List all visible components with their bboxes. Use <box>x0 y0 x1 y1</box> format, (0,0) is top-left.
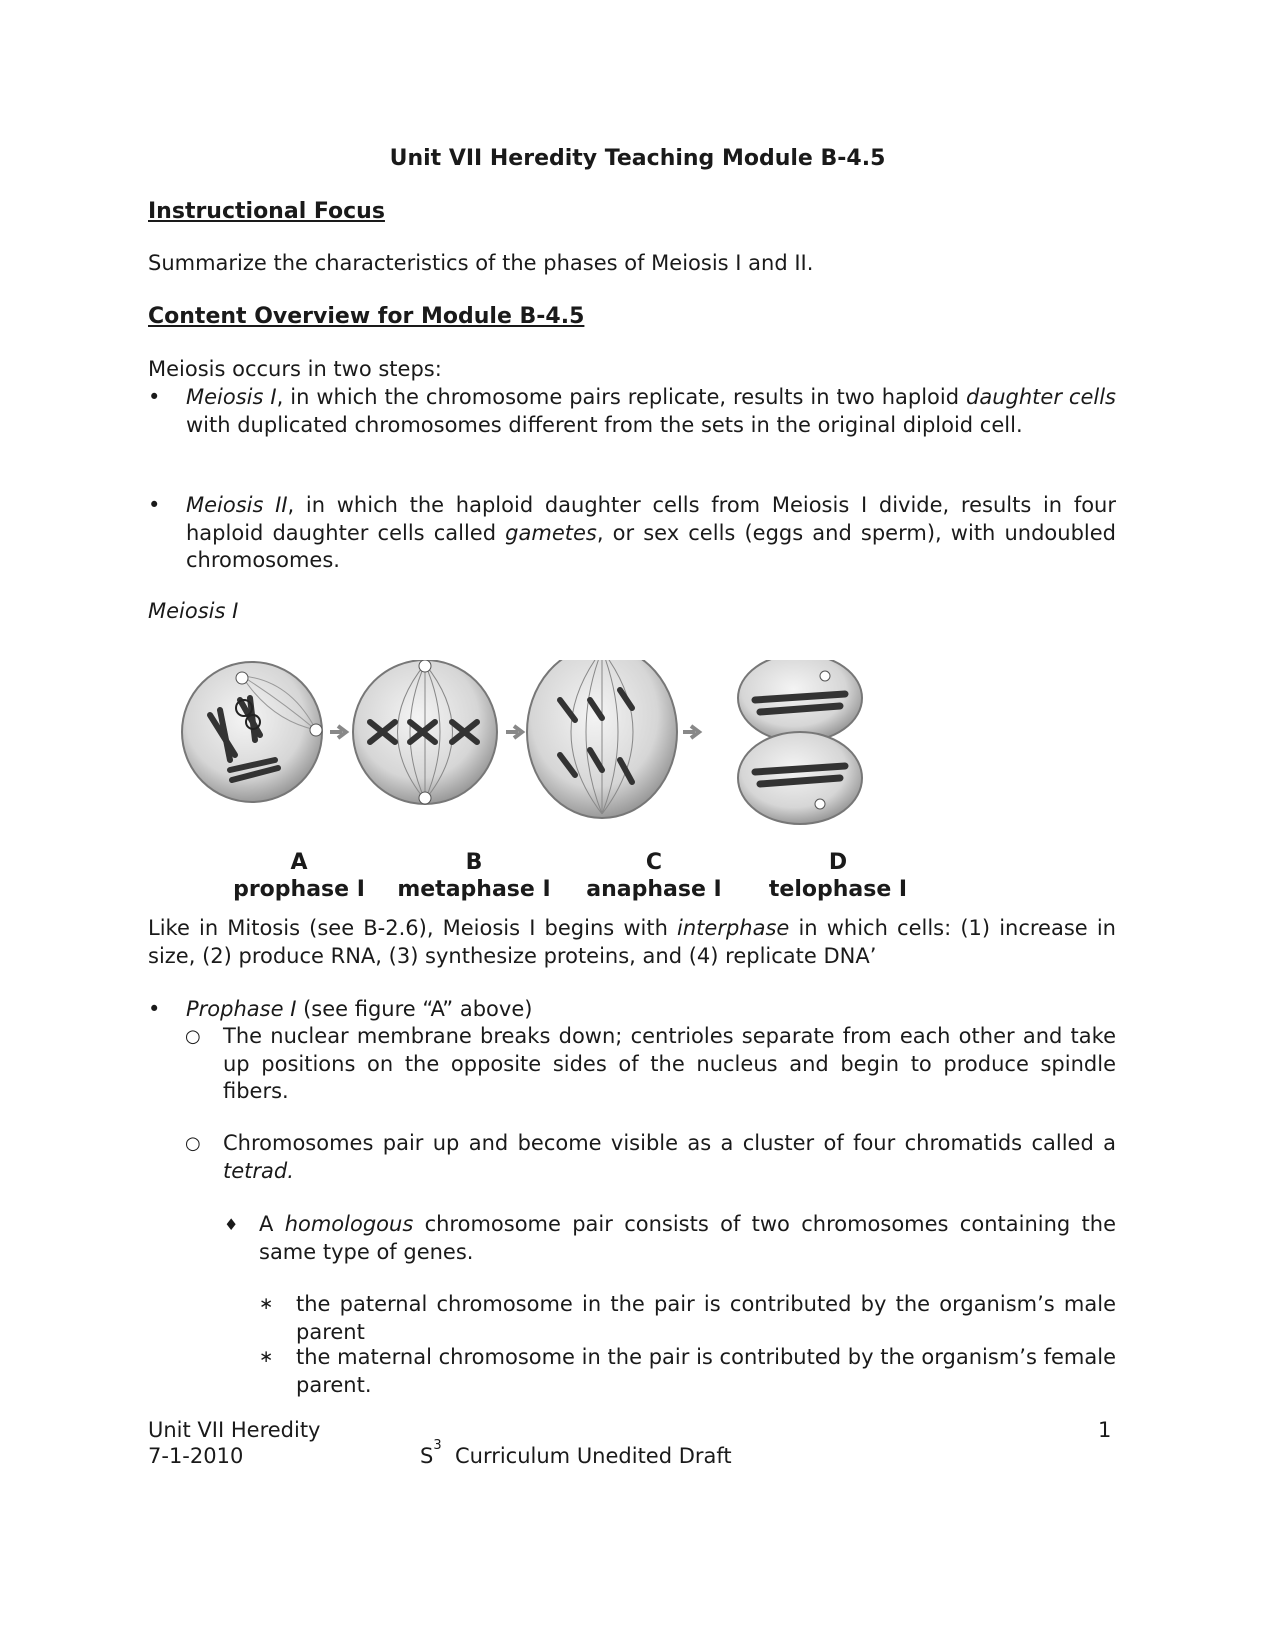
cell-prophase-1 <box>182 662 322 802</box>
term-daughter-cells: daughter cells <box>966 385 1116 409</box>
star-bullet-maternal <box>259 1344 1116 1399</box>
bullet-text-b: , or sex cells (eggs and sperm), with undoubled chromosomes. <box>186 520 1116 572</box>
term-tetrad: tetrad. <box>223 1158 294 1183</box>
term-interphase: interphase <box>677 916 790 940</box>
star-marker: ∗ <box>259 1347 274 1367</box>
sub-bullet-nuclear-membrane <box>185 1023 1116 1106</box>
term-homologous: homologous <box>284 1212 414 1236</box>
star-bullet-text: the maternal chromosome in the pair is contributed by the organism’s female parent. <box>296 1345 1116 1397</box>
interphase-text-b: in which cells: (1) increase in size, (2) produce RNA, (3) synthesize proteins, and (4) replicate DNA’ <box>148 916 1116 968</box>
footer-draft <box>420 1438 732 1468</box>
phase-name-b: metaphase I <box>397 877 551 902</box>
homologous-text-b: chromosome pair consists of two chromosomes containing the same type of genes. <box>259 1212 1117 1264</box>
bullet-meiosis-1 <box>148 384 1116 439</box>
cell-metaphase-1 <box>353 660 497 804</box>
bullet-text-a: , in which the haploid daughter cells from Meiosis I divide, results in four haploid daughter cells called <box>186 493 1117 545</box>
bullet-marker: • <box>148 385 161 409</box>
bullet-text <box>186 996 1116 1024</box>
cell-telophase-1 <box>738 660 862 824</box>
bullet-marker: • <box>148 493 161 517</box>
figure-caption-text: Meiosis I <box>148 599 239 623</box>
term-prophase-1: Prophase I <box>186 997 297 1021</box>
arrow-icon <box>506 726 522 738</box>
meiosis-diagram <box>180 660 900 860</box>
phase-letter-a: A <box>290 850 308 875</box>
footer-date: 7-1-2010 <box>148 1444 244 1468</box>
star-bullet-text: the paternal chromosome in the pair is contributed by the organism’s male parent <box>296 1292 1116 1344</box>
content-overview-heading: Content Overview for Module B-4.5 <box>148 304 585 329</box>
phase-letter-d: D <box>828 850 848 875</box>
bullet-text-a: , in which the chromosome pairs replicate, results in two haploid <box>276 385 967 409</box>
footer-draft-text: Curriculum Unedited Draft <box>441 1444 732 1468</box>
homologous-text-a: A <box>259 1212 285 1236</box>
footer-unit: Unit VII Heredity <box>148 1418 321 1442</box>
diamond-marker: ♦ <box>224 1215 239 1234</box>
bullet-text-b: with duplicated chromosomes different from the sets in the original diploid cell. <box>186 412 1023 437</box>
phase-name-a: prophase I <box>233 877 365 902</box>
arrow-icon <box>330 726 346 738</box>
interphase-text-a: Like in Mitosis (see B-2.6), Meiosis I begins with <box>148 916 678 940</box>
bullet-prophase-1 <box>148 996 1116 1024</box>
sub2-text: Chromosomes pair up and become visible as a cluster of four chromatids called a <box>223 1131 1116 1155</box>
circle-marker: ○ <box>185 1133 201 1154</box>
instructional-focus-text: Summarize the characteristics of the phases of Meiosis I and II. <box>148 251 814 275</box>
phase-name-d: telophase I <box>768 877 908 902</box>
bullet-meiosis-2 <box>148 492 1116 575</box>
diamond-bullet-homologous <box>222 1211 1116 1266</box>
sub-bullet-text <box>223 1130 1116 1185</box>
star-bullet-paternal <box>259 1291 1116 1346</box>
bullet-text <box>186 384 1116 439</box>
sub-bullet-chromosomes <box>185 1130 1116 1185</box>
sub-bullet-text: The nuclear membrane breaks down; centrioles separate from each other and take up positions on the opposite sides of the nucleus and begin to produce spindle fibers. <box>223 1024 1116 1103</box>
phase-letter-b: B <box>465 850 483 875</box>
arrow-icon <box>683 726 699 738</box>
circle-marker: ○ <box>185 1026 201 1047</box>
instructional-focus-heading: Instructional Focus <box>148 199 385 224</box>
figure-caption <box>148 598 1116 626</box>
interphase-paragraph <box>148 915 1116 970</box>
term-meiosis-2: Meiosis II <box>186 493 288 517</box>
bullet-text <box>186 492 1116 575</box>
diamond-bullet-text <box>259 1211 1116 1266</box>
footer-sup: 3 <box>433 1438 442 1453</box>
page-title: Unit VII Heredity Teaching Module B-4.5 <box>389 146 886 171</box>
phase-letter-c: C <box>645 850 663 875</box>
meiosis-intro: Meiosis occurs in two steps: <box>148 357 442 381</box>
term-gametes: gametes <box>505 520 597 545</box>
phase-name-c: anaphase I <box>586 877 722 902</box>
prophase-text: (see figure “A” above) <box>296 997 533 1021</box>
footer-page-number: 1 <box>1098 1418 1112 1442</box>
cell-anaphase-1 <box>527 660 677 818</box>
term-meiosis-1: Meiosis I <box>186 385 277 409</box>
footer-s: S <box>420 1444 434 1468</box>
bullet-marker: • <box>148 997 161 1021</box>
star-marker: ∗ <box>259 1294 274 1314</box>
